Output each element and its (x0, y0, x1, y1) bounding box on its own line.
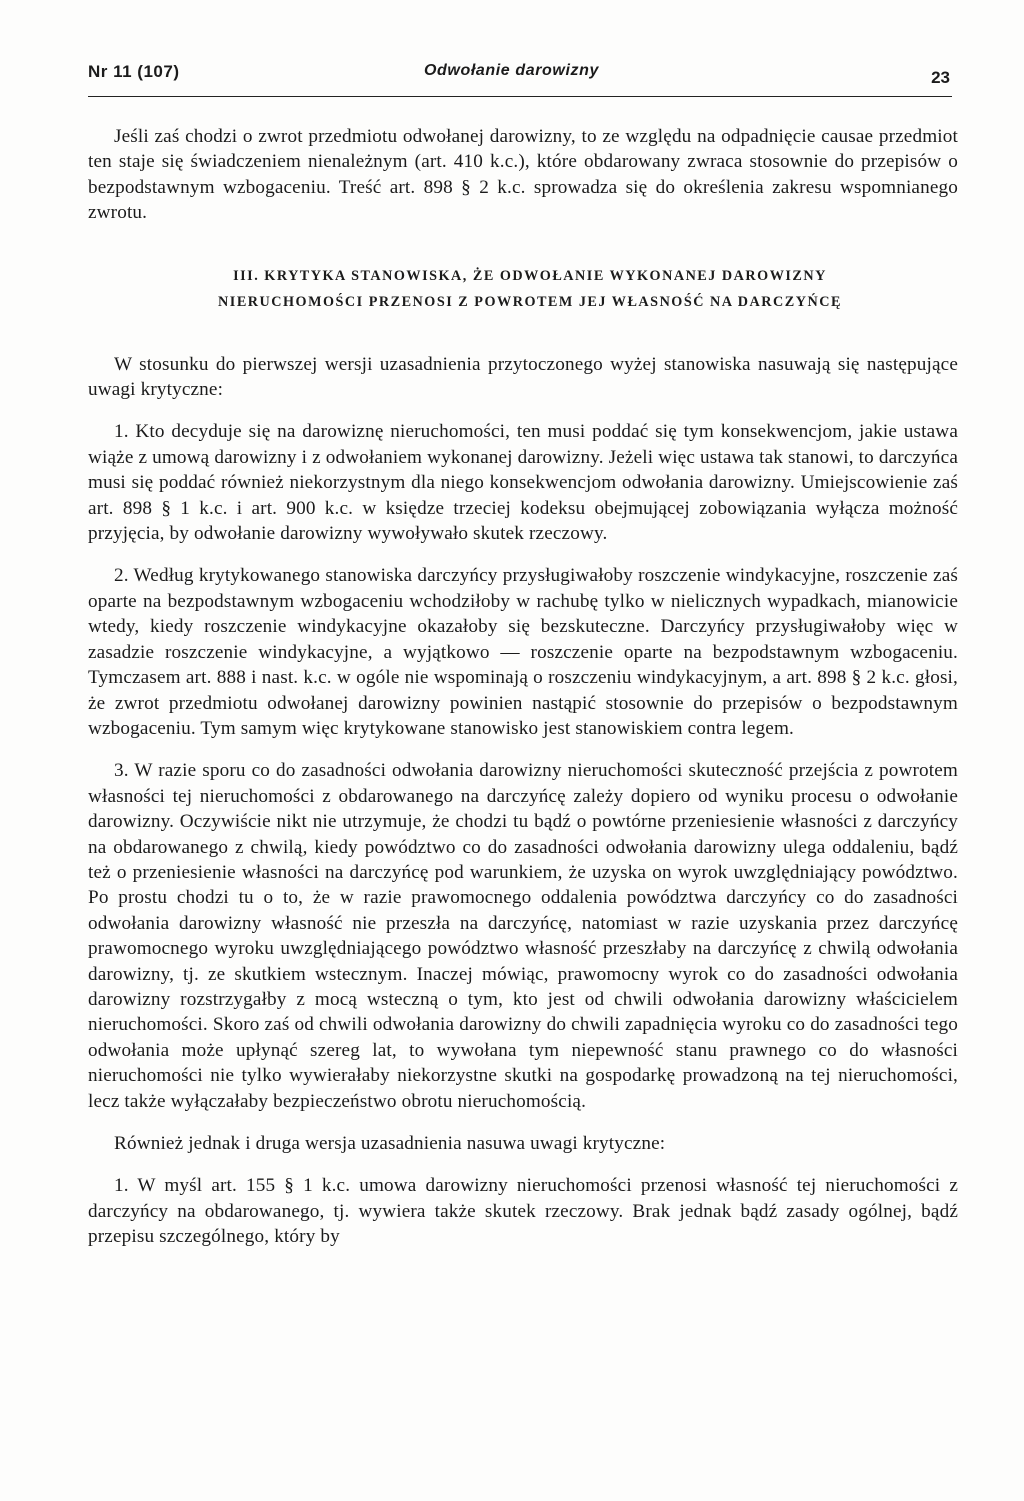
spacer (88, 1156, 958, 1173)
running-header (88, 58, 954, 98)
running-title: Odwołanie darowizny (424, 62, 599, 79)
body-text (88, 124, 958, 1250)
paragraph: Również jednak i druga wersja uzasadnienia nasuwa uwagi krytyczne: (114, 1133, 666, 1154)
spacer (88, 741, 958, 758)
spacer (88, 402, 958, 419)
spacer (88, 315, 958, 352)
spacer (88, 226, 958, 263)
journal-issue: Nr 11 (107) (88, 62, 180, 81)
spacer (88, 1114, 958, 1131)
page-number: 23 (931, 68, 950, 87)
section-heading-line: III. KRYTYKA STANOWISKA, ŻE ODWOŁANIE WYKONANEJ DAROWIZNY (233, 267, 827, 284)
paragraph: W stosunku do pierwszej wersji uzasadnienia przytoczonego wyżej stanowiska nasuwają się następujące uwagi krytyczne: (88, 353, 958, 401)
paragraph: Jeśli zaś chodzi o zwrot przedmiotu odwołanej darowizny, to ze względu na odpadnięcie causae przedmiot ten staje się świadczeniem nienależnym (art. 410 k.c.), które obdarowany zwraca stosownie do przepisów o bezpodstawnym wzbogaceniu. Treść art. 898 § 2 k.c. sprowadza się do określenia zakresu wspomnianego zwrotu. (88, 126, 958, 224)
spacer (88, 546, 958, 563)
paragraph: 3. W razie sporu co do zasadności odwołania darowizny nieruchomości skuteczność przejścia z powrotem własności tej nieruchomości z obdarowanego na darczyńcę zależy dopiero od wyniku procesu o odwołanie darowizny. Oczywiście nikt nie utrzymuje, że chodzi tu bądź o powtórne przeniesienie własności z darczyńcy na obdarowanego z chwilą, kiedy powództwo co do zasadności odwołania darowizny ulega oddaleniu, bądź też o przeniesienie własności na darczyńcę pod warunkiem, że uzyska on wyrok uwzględniający powództwo. Po prostu chodzi tu o to, że w razie prawomocnego oddalenia powództwa darczyńcy co do zasadności odwołania darowizny własność nie przeszła na darczyńcę, natomiast w razie uzyskania przez darczyńcę prawomocnego wyroku uwzględniającego powództwo własność przeszłaby na darczyńcę z chwilą odwołania darowizny, tj. ze skutkiem wstecznym. Inaczej mówiąc, prawomocny wyrok co do zasadności odwołania darowizny rozstrzygałby z mocą wsteczną o tym, kto jest od chwili odwołania darowizny właścicielem nieruchomości. Skoro zaś od chwili odwołania darowizny do chwili zapadnięcia wyroku co do zasadności tego odwołania może upłynąć szereg lat, to wywołana tym niepewność stanu prawnego co do własności nieruchomości nie tylko wywierałaby niekorzystne skutki na gospodarkę prowadzoną na tej nieruchomości, lecz także wyłączałaby bezpieczeństwo obrotu nieruchomością. (88, 760, 958, 1112)
paragraph: 1. Kto decyduje się na darowiznę nieruchomości, ten musi poddać się tym konsekwencjom, jakie ustawa wiąże z umową darowizny i z odwołaniem wykonanej darowizny. Jeżeli więc ustawa tak stanowi, to darczyńca musi się poddać również niekorzystnym dla niego konsekwencjom odwołania darowizny. Umiejscowienie zaś art. 898 § 1 k.c. i art. 900 k.c. w księdze trzeciej kodeksu obejmującej zobowiązania wyłącza możność przyjęcia, by odwołanie darowizny wywoływało skutek rzeczowy. (88, 421, 958, 545)
paragraph: 1. W myśl art. 155 § 1 k.c. umowa darowizny nieruchomości przenosi własność tej nieruchomości z darczyńcy na obdarowanego, tj. wywiera także skutek rzeczowy. Brak jednak bądź zasady ogólnej, bądź przepisu szczególnego, który by (88, 1175, 958, 1248)
header-rule (88, 96, 952, 97)
paragraph: 2. Według krytykowanego stanowiska darczyńcy przysługiwałoby roszczenie windykacyjne, roszczenie zaś oparte na bezpodstawnym wzbogaceniu wchodziłoby w rachubę tylko w nielicznych wypadkach, mianowicie wtedy, kiedy roszczenie windykacyjne okazałoby się bezskuteczne. Darczyńcy przysługiwałoby więc w zasadzie roszczenie windykacyjne, a wyjątkowo — roszczenie oparte na bezpodstawnym wzbogaceniu. Tymczasem art. 888 i nast. k.c. w ogóle nie wspominają o roszczeniu windykacyjnym, a art. 898 § 2 k.c. głosi, że zwrot przedmiotu odwołanej darowizny powinien nastąpić stosownie do przepisów o bezpodstawnym wzbogaceniu. Tym samym więc krytykowane stanowisko jest stanowiskiem contra legem. (88, 565, 958, 739)
section-heading (88, 263, 958, 315)
section-heading-line: NIERUCHOMOŚCI PRZENOSI Z POWROTEM JEJ WŁASNOŚĆ NA DARCZYŃCĘ (218, 293, 842, 310)
